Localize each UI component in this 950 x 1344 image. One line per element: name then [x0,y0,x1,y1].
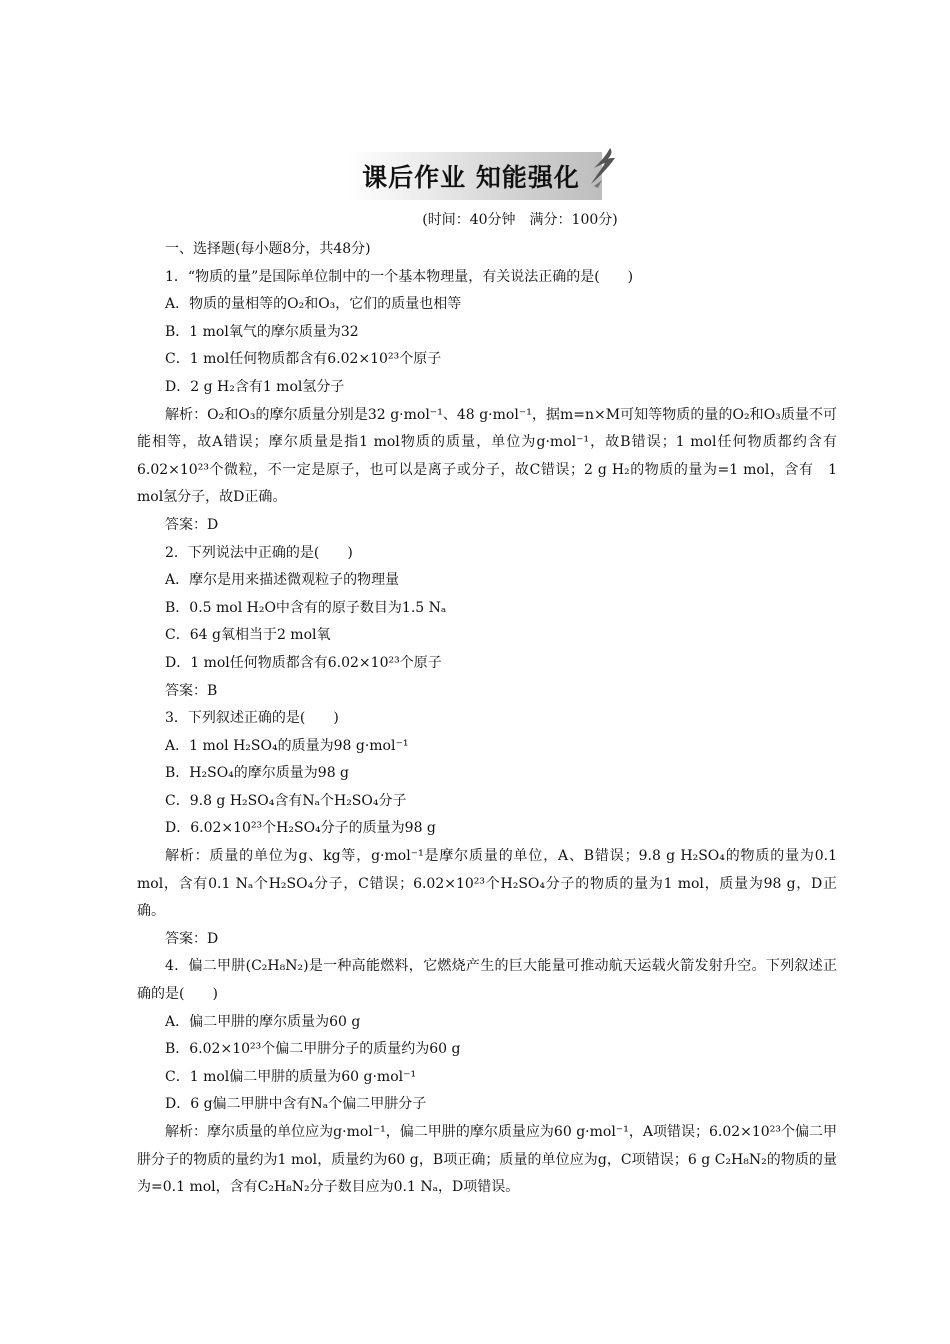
title-banner [0,152,950,200]
page-title [348,152,602,200]
document-body [137,236,837,1202]
question-3-stem: 3．下列叙述正确的是( ) [165,710,339,727]
question-3-answer: 答案：D [165,930,219,947]
question-3-option-c: C．9.8 g H₂SO₄含有Nₐ个H₂SO₄分子 [165,792,407,809]
question-3-option-d: D．6.02×10²³个H₂SO₄分子的质量为98 g [165,820,436,837]
question-1-analysis: 解析：O₂和O₃的摩尔质量分别是32 g·mol⁻¹、48 g·mol⁻¹，据m=n×M可知等物质的量的O₂和O₃质量不可能相等，故A错误；摩尔质量是指1 mol物质的质量，单位为g·mol⁻¹，故B错误；1 mol任何物质都约含有6.02×10²³个微粒，不一定是原子，也可以是离子或分子，故C错误；2 g H₂的物质的量为=1 mol，含有 1 mol氢分子，故D正确。 [137,406,837,506]
question-1-stem: 1．“物质的量”是国际单位制中的一个基本物理量，有关说法正确的是( ) [165,268,634,285]
question-2-option-c: C．64 g氧相当于2 mol氧 [165,627,331,644]
question-2-option-d: D．1 mol任何物质都含有6.02×10²³个原子 [165,654,442,671]
question-3-option-a: A．1 mol H₂SO₄的质量为98 g·mol⁻¹ [165,737,409,754]
question-4-analysis: 解析：摩尔质量的单位应为g·mol⁻¹，偏二甲肼的摩尔质量应为60 g·mol⁻¹，A项错误；6.02×10²³个偏二甲肼分子的物质的量约为1 mol，质量约为60 g，B项正确；质量的单位应为g，C项错误；6 g C₂H₈N₂的物质的量为=0.1 mol，含有C₂H₈N₂分子数目应为0.1 Nₐ，D项错误。 [137,1124,837,1196]
question-2-stem: 2．下列说法中正确的是( ) [165,544,353,561]
question-3-analysis: 解析：质量的单位为g、kg等，g·mol⁻¹是摩尔质量的单位，A、B错误；9.8 g H₂SO₄的物质的量为0.1 mol，含有0.1 Nₐ个H₂SO₄分子，C错误；6.02×10²³个H₂SO₄分子的物质的量为1 mol，质量为98 g，D正确。 [137,848,837,920]
question-1-option-c: C．1 mol任何物质都含有6.02×10²³个原子 [165,351,442,368]
question-2-option-a: A．摩尔是用来描述微观粒子的物理量 [165,572,400,589]
question-1-option-a: A．物质的量相等的O₂和O₃，它们的质量也相等 [165,296,462,313]
question-4-option-d: D．6 g偏二甲肼中含有Nₐ个偏二甲肼分子 [165,1096,427,1113]
question-2-option-b: B．0.5 mol H₂O中含有的原子数目为1.5 Nₐ [165,599,447,616]
question-1-option-d: D．2 g H₂含有1 mol氢分子 [165,378,345,395]
section-heading: 一、选择题(每小题8分，共48分) [165,241,371,257]
time-score-info: (时间：40分钟 满分：100分) [422,212,618,228]
question-4-option-b: B．6.02×10²³个偏二甲肼分子的质量约为60 g [165,1041,461,1058]
question-4-option-a: A．偏二甲肼的摩尔质量为60 g [165,1013,361,1030]
question-1-answer: 答案：D [165,516,219,533]
brush-stroke-icon [588,146,618,190]
question-4-stem: 4．偏二甲肼(C₂H₈N₂)是一种高能燃料，它燃烧产生的巨大能量可推动航天运载火箭发射升空。下列叙述正确的是( ) [137,958,837,1003]
page-title-text: 课后作业 知能强化 [362,163,580,192]
question-1-option-b: B．1 mol氧气的摩尔质量为32 [165,323,359,340]
question-2-answer: 答案：B [165,682,218,699]
question-3-option-b: B．H₂SO₄的摩尔质量为98 g [165,765,350,782]
question-4-option-c: C．1 mol偏二甲肼的质量为60 g·mol⁻¹ [165,1068,417,1085]
